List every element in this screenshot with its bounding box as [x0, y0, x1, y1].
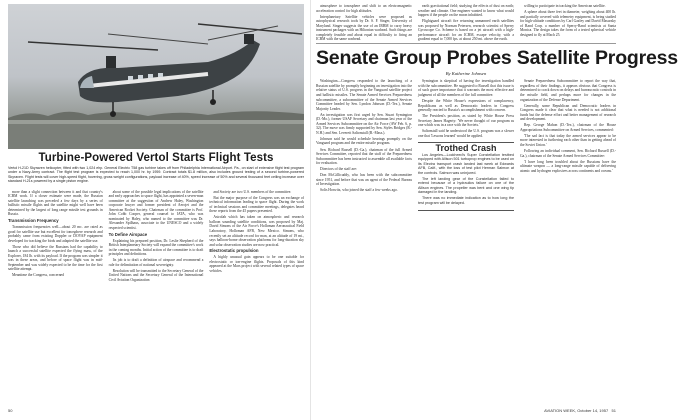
paragraph: earth gravitational field; studying the effects of dust on earth; weather and climate. One engineer wanted to know what would happen if the people on the moon inhabited. — [418, 4, 514, 18]
article-byline: By Katherine Johnsen — [445, 71, 487, 77]
paragraph: Directors of the staff are: — [320, 167, 357, 172]
helicopter-illustration — [8, 4, 304, 149]
paragraph: Resolution will be transmitted to the Secretary General of the United Nations and the Secretary General of the International Civil Aviation Organization — [108, 268, 204, 282]
subhead: Electrostatic propulsion — [209, 248, 259, 254]
right-main-column-1 — [316, 79, 412, 215]
paragraph: Symington is skeptical of having the investigation handled with the subcommittee. He suggested to Russell that this issue is of such grave importance that it warrants the most effective and judgment of all the members of the full committee. — [418, 79, 514, 98]
running-head: AVIATION WEEK, October 14, 1957 — [544, 408, 609, 413]
sidebar-box — [418, 142, 514, 211]
paragraph: about some of the possible legal implications of the satellite and early approaches to space flight, has appointed a seven-man committee at the suggestion of Andrew Haley, Washington corporate lawyer and former president of Aerojet and the American Rocket Society. Chairman of the committee is Prof. John Cobb Cooper, general counsel to IATA, who was nominated by Haley, who named to the committee was Dr. Alexander Spilhaus, associate to the UNESCO and a widely respected scientist. — [108, 189, 204, 230]
paragraph: Generally, some Republican and Democratic leaders in Congress made it clear that what is needed is not additional funds but the defense effort and better management of research and development. — [520, 103, 616, 122]
paragraph: atmosphere to ionosphere and shift to an electromagnetic acceleration control for high altitudes. — [316, 4, 412, 13]
paragraph: willing to participate in tracking the American satellite. — [524, 4, 606, 8]
paragraph: Its job is to draft a definition of airspace and recommend a rule for delimitation of national sovereignty. — [108, 258, 204, 267]
right-main-columns — [316, 79, 616, 215]
paragraph: A highly unusual gain appears to be one suitable for electrostatic or ion-engine flights. Proposals of this kind appeared at the Mars project with several related types of space vehicles. — [209, 255, 305, 273]
paragraph: The President's position, as stated by White House Press Secretary James Hagerty: 'We never thought of our program as one which was in a race with the Soviets.' — [418, 114, 514, 128]
left-column-1 — [8, 190, 103, 284]
paragraph: Astrolab which has taken on atmospheric and research balloon sounding satellite conditions, was proposed by Maj. David Simons of the Air Force's Holloman Aeronautical Field Laboratory, Holloman AFB, New Mexico. Simons, who recently set an altitude record for man, at an altitude of 19 mi., says balloon-borne observation platforms for long-duration sky and solar observation studies are now practical. — [209, 215, 305, 247]
paragraph: Flightguard aircraft fire returning unmanned earth satellites was proposed by Norman Petersen, research scientist of Sperry Gyroscope Co. Scheme is based on a jet aircraft with a high-performance aircraft for an ICBM, escape velocity, with a gradient equal to 7,000 fps. at about 250 mi. above the earth. — [418, 19, 514, 42]
paragraph: Following an individual comment, Sen. Richard Russell (D.-Ga.), chairman of the Senate Armed Services Committee: — [520, 149, 616, 158]
sidebar-paragraph: Los Angeles—Lockheed's Super Constellation testbed equipped with Allison 501 turboprop engines to be used on its Electra transport crash landed last week at Edwards AFB, Calif., with the loss of test pilot Herman Salmon at the controls. Salmon was uninjured. — [418, 152, 514, 175]
paragraph: more than a slight connection between it and that country's ICBM work. If a closer estimate were made, the Russian satellite launching was preceded a few days by a series of ballistic missile flights and the satellite might well have been determined by the largest of long range missile test grounds in Russia. — [8, 189, 103, 217]
paragraph: 'The sad fact is that today the armed services appear to be more interested in furthering each other than in getting ahead of the Soviet Union.' — [520, 133, 616, 147]
paragraph: But the major purpose of the Congress was an exchange of technical information leading to space flight. During the work of technical sessions and committee meetings, delegates heard these reports from the 45 papers presented. — [209, 195, 305, 214]
page-number-left: 50 — [8, 408, 13, 413]
left-page — [8, 4, 304, 416]
paragraph: A sphere about three feet in diameter, weighing about 400 lb. and partially covered with telemetry equipment, is being studied for high-altitude conditions by Carl Gazley and David Masursky of Rand Corp. a number of Sperry-Rand scientists at Santa Monica. The design takes the form of a tested spherical vehicle designed to fly at Mach 25. — [520, 10, 616, 37]
page-gutter — [310, 0, 311, 420]
paragraph: Transmission frequencies well—about 20 mc. are rated as good for satellite use but excellent for ionosphere research and probably came from existing Doppler or DOVAP equipment developed for tracking the birds and adapted the satellite use. — [8, 224, 103, 243]
paragraph: Interplanetary Satellite vehicles were proposed as astrophysical research tools by Dr. S. F. Singer, University of Maryland. Singer suggests the use of an IRBM to carry heavy instrument packages with an Hiltonian warhead. Such things are completely feasible and about equal in difficulty to firing an ICBM with the same warhead. — [316, 14, 412, 42]
paragraph: Saltonstall said he understood the U.S. program was a slower one that 'Lessons learned' would be applied. — [418, 129, 514, 138]
paragraph: 'I have long been troubled about the Russians have the ultimate weapon — a long-range missile capable of delivering atomic and hydrogen explosives across continents and oceans.' — [520, 159, 616, 173]
paragraph: Senate Preparedness Subcommittee to report the way that, regardless of their findings, it appears obvious that Congress is determined to crack down on delays and bureaucratic controls in the missile field, and perhaps more for changes in the organization of the Defense Department. — [520, 79, 616, 102]
right-top-column-1 — [316, 4, 412, 43]
sidebar-paragraph: There was no immediate indication as to how long the test program will be delayed. — [418, 196, 514, 205]
right-top-column-2 — [418, 4, 514, 43]
paragraph: Sen. Richard Russell (D.-Ga.), chairman of the full Armed Services Committee, reported that the staff of the Preparedness Subcommittee has been instructed to assemble all available facts for evaluation. — [316, 147, 412, 166]
right-main-column-2 — [418, 79, 514, 215]
page-number-right — [544, 408, 616, 413]
folio-number: 51 — [611, 408, 616, 413]
paragraph: Solis Horwitz, who joined the staff a few weeks ago. — [320, 188, 398, 193]
paragraph: Meantime the Congress, concerned — [12, 273, 65, 278]
left-article-columns — [8, 190, 304, 284]
paragraph: Don McGillicuddy, who has been with the subcommittee since 1951, and before that was an agent of the Federal Bureau of Investigation. — [316, 173, 412, 187]
photo-caption-text: Vertol H-21D Skyraven helicopter, fitted with two 1,024 ehp. General Electric T58 gas turbine takes off from Philadelphia International Airport. Pa., on start of extensive flight test program under a Navy-Army contract. The flight test program is expected to reach 1,000 hr. by 1959. Contract totals $1.8 million, also includes ground testing of a second turbine-powered Skyraven. Flight tests will cover high-speed flight, hovering, gross weight configurations, payload increase of 40%, speed increase of 50% and several thousand feet ceiling increase over standard H-21s powered by a single piston engine. — [8, 166, 304, 184]
helicopter-photo — [8, 4, 304, 149]
paragraph: Johnson said he would schedule hearings promptly on the Vanguard program and the entire missile program. — [316, 136, 412, 146]
left-column-2 — [109, 190, 204, 284]
paragraph: Explaining his prepared position, Dr. Leslie Shepherd of the British Interplanetary Society will expand the committee's work in the coming months. Initial action of the committee is to draft principles and definitions. — [108, 238, 204, 257]
sidebar-paragraph: The left landing gear of the Constellation failed to extend because of a hydraulics failure on one of the Allison engines. The propeller was bent and one wing tip damaged in the landing. — [418, 176, 514, 195]
right-page — [316, 4, 678, 416]
subhead: To Define Airspace — [108, 231, 148, 237]
paragraph: Rep. George Mahon (D.-Tex.), chairman of the House Appropriations Subcommittee on Armed Services, commented: — [520, 123, 616, 132]
paragraph: An investigation was first urged by Sen. Stuart Symington (D.-Mo.), former USAF Secretary and chairman last year of the Armed Services Subcommittee on the Air Force (AW Feb. 6, p. 32). The move was firmly supported by Sen. Styles Bridges (R.-N.H.) and Sen. Leverett Saltonstall (R.-Mass.). — [316, 112, 412, 135]
paragraph: Those who did believe the Russians had the capability to launch a successful satellite expected the flying mass, of the Explorer, 184 lb. with its payload. If the program was simpler it was in these areas, and before of space flight was in mid-September and was widely expected to be the time for the first satellite attempt. — [8, 244, 103, 272]
photo-caption-title: Turbine-Powered Vertol Starts Flight Tests — [38, 152, 274, 164]
paragraph: Despite the White House's expressions of complacency, Republicans as well as Democratic leaders in Congress generally reacted to Russia's accomplishment with concern. — [418, 99, 514, 113]
sidebar-title: Trothed Crash — [435, 143, 497, 154]
subhead: Transmission Frequency — [8, 217, 59, 223]
paragraph: and Society are two U.S. members of the committee. — [213, 189, 292, 194]
right-main-column-3 — [520, 79, 616, 215]
right-top-column-3 — [520, 4, 616, 43]
section-rule — [316, 43, 616, 44]
right-top-columns — [316, 4, 616, 43]
paragraph: Washington—Congress responded to the launching of a Russian satellite by promptly beginning an investigation into the relative status of U.S. progress in the Vanguard satellite project and ballistic missiles. The Senate Armed Services Preparedness subcommittee, a subcommittee of the Senate Armed Services Committee headed by Sen. Lyndon Johnson (D.-Tex.), Senate Majority Leader. — [316, 79, 412, 111]
article-headline: Senate Group Probes Satellite Progress — [316, 47, 678, 70]
left-column-3 — [209, 190, 304, 284]
